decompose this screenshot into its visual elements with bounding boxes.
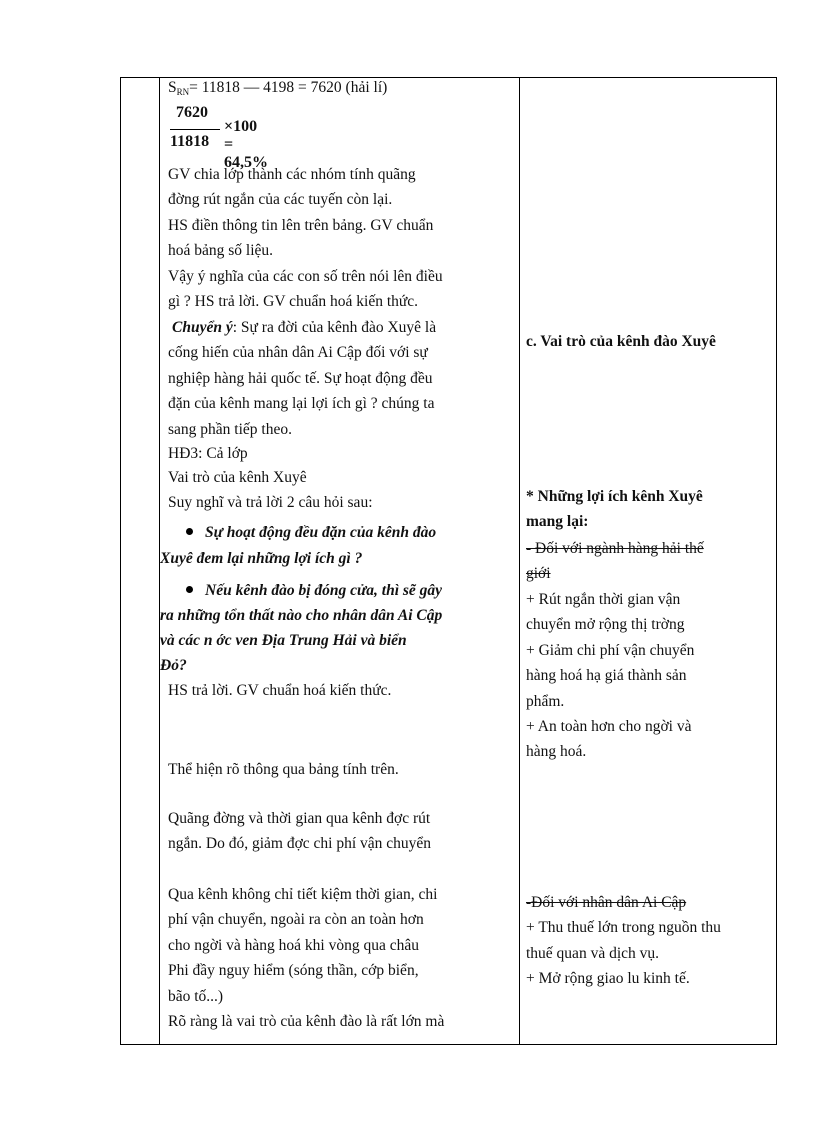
question-2-cont: Đỏ? bbox=[160, 657, 187, 674]
benefits-title: * Những lợi ích kênh Xuyê bbox=[526, 488, 703, 505]
egypt-subheading: -Đối với nhân dân Ai Cập bbox=[526, 894, 687, 911]
benefit-item: + Giảm chi phí vận chuyển bbox=[526, 642, 695, 659]
answer-line: Qua kênh không chỉ tiết kiệm thời gian, chi bbox=[168, 886, 438, 903]
fraction-numerator: 7620 bbox=[176, 104, 208, 121]
text-line: cống hiến của nhân dân Ai Cập đối với sự bbox=[168, 344, 428, 361]
benefit-item: + Thu thuế lớn trong nguồn thu bbox=[526, 919, 721, 936]
text-line: Vậy ý nghĩa của các con số trên nói lên điều bbox=[168, 268, 443, 285]
shipping-subheading: - Đối với ngành hàng hải thế bbox=[526, 540, 704, 557]
text-line: hoá bảng số liệu. bbox=[168, 242, 274, 259]
bullet-icon bbox=[186, 586, 193, 593]
text-line: HS điền thông tin lên trên bảng. GV chuẩn bbox=[168, 217, 434, 234]
answer-line: cho ngời và hàng hoá khi vòng qua châu bbox=[168, 937, 419, 954]
text-line: sang phần tiếp theo. bbox=[168, 421, 292, 438]
route-formula: $S_{RN}= 11818$ — 4198 = 7620 (hải lí) bbox=[168, 79, 388, 97]
benefits-title: mang lại: bbox=[526, 513, 589, 530]
benefit-item: hàng hoá. bbox=[526, 743, 587, 760]
benefit-item: + Mở rộng giao lu kinh tế. bbox=[526, 970, 690, 987]
fraction-bar bbox=[170, 129, 220, 130]
fraction-denominator: 11818 bbox=[170, 133, 210, 150]
answer-line: Rõ ràng là vai trò của kênh đào là rất lớn mà bbox=[168, 1013, 445, 1030]
shipping-subheading: giới bbox=[526, 565, 551, 582]
activity-heading: HĐ3: Cả lớp bbox=[168, 445, 248, 462]
answer-line: bão tố...) bbox=[168, 988, 224, 1005]
question-1-cont: Xuyê đem lại những lợi ích gì ? bbox=[160, 550, 363, 567]
answer-line: phí vận chuyển, ngoài ra còn an toàn hơn bbox=[168, 911, 424, 928]
benefit-item: thuế quan và dịch vụ. bbox=[526, 945, 660, 962]
transition-label: Chuyển ý bbox=[172, 319, 233, 336]
benefit-item: + Rút ngắn thời gian vận bbox=[526, 591, 681, 608]
question-2-cont: và các n ớc ven Địa Trung Hải và biển bbox=[160, 632, 407, 649]
column-divider-2 bbox=[519, 78, 520, 1044]
answer-line: ngắn. Do đó, giảm đợc chi phí vận chuyển bbox=[168, 835, 432, 852]
benefit-item: hàng hoá hạ giá thành sản bbox=[526, 667, 687, 684]
answer-line: Quãng đờng và thời gian qua kênh đợc rút bbox=[168, 810, 431, 827]
bullet-icon bbox=[186, 528, 193, 535]
text-line: GV chia lớp thành các nhóm tính quãng bbox=[168, 166, 416, 183]
question-1: Sự hoạt động đều đặn của kênh đào bbox=[186, 523, 436, 542]
section-heading: c. Vai trò của kênh đào Xuyê bbox=[526, 333, 716, 350]
answer-line: Phi đầy nguy hiểm (sóng thần, cớp biển, bbox=[168, 962, 419, 979]
fraction-result: ×100 = 64,5% bbox=[224, 118, 268, 171]
text-line: gì ? HS trả lời. GV chuẩn hoá kiến thức. bbox=[168, 293, 419, 310]
transition-line: Chuyển ý: Sự ra đời của kênh đào Xuyê là bbox=[172, 319, 437, 336]
answer-line: Thể hiện rõ thông qua bảng tính trên. bbox=[168, 761, 399, 778]
benefit-item: + An toàn hơn cho ngời và bbox=[526, 718, 692, 735]
text-line: Vai trò của kênh Xuyê bbox=[168, 469, 307, 486]
text-line: nghiệp hàng hải quốc tế. Sự hoạt động đều bbox=[168, 370, 433, 387]
text-line: Suy nghĩ và trả lời 2 câu hỏi sau: bbox=[168, 494, 373, 511]
benefit-item: chuyển mở rộng thị trờng bbox=[526, 616, 685, 633]
question-2-cont: ra những tổn thất nào cho nhân dân Ai Cập bbox=[160, 607, 443, 624]
text-line: đặn của kênh mang lại lợi ích gì ? chúng ta bbox=[168, 395, 435, 412]
text-line: đờng rút ngắn của các tuyến còn lại. bbox=[168, 191, 393, 208]
answer-line: HS trả lời. GV chuẩn hoá kiến thức. bbox=[168, 682, 392, 699]
question-2: Nếu kênh đào bị đóng cửa, thì sẽ gây bbox=[186, 581, 442, 600]
benefit-item: phẩm. bbox=[526, 693, 565, 710]
